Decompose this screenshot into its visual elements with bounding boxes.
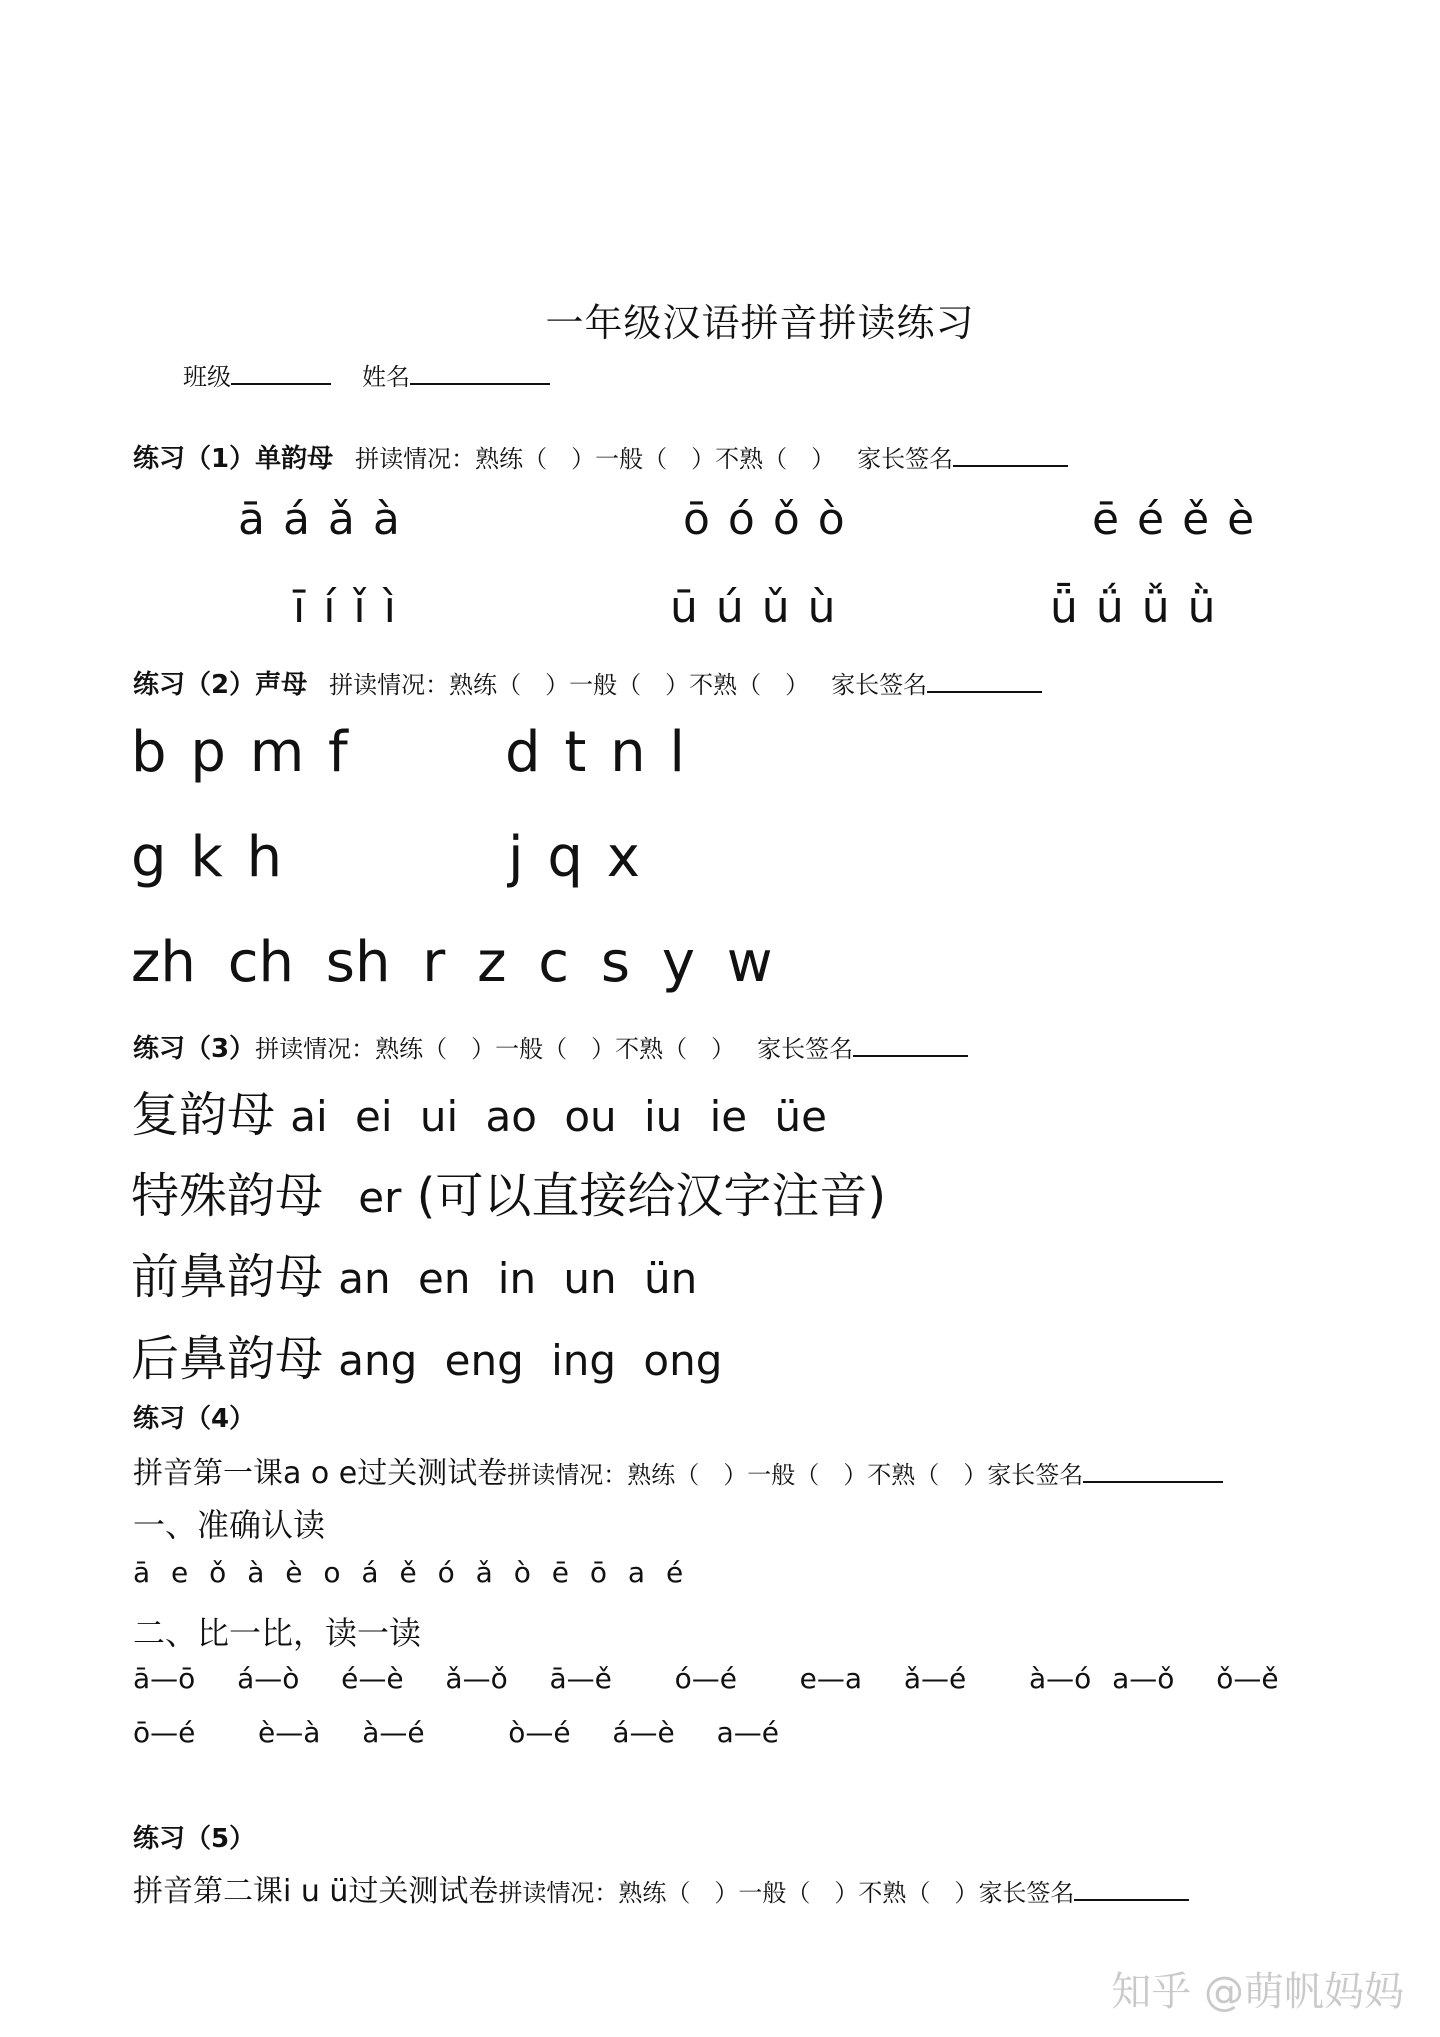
initials-jqx: j q x [508, 825, 640, 890]
tone-group-a: ā á ǎ à [238, 494, 402, 545]
initials-bpmf: b p m f [131, 720, 348, 785]
part-1-title: 一、准确认读 [133, 1506, 326, 1544]
name-field [362, 357, 550, 392]
back-nasal-line [131, 1320, 722, 1389]
front-nasal-name: 前鼻韵母 [131, 1249, 324, 1305]
tone-group-i: ī í ǐ ì [293, 582, 398, 633]
exercise-4-header [133, 1448, 1223, 1492]
tone-group-o: ō ó ǒ ò [683, 494, 847, 545]
name-label: 姓名 [362, 363, 410, 391]
exercise-5-parent-sign: 家长签名 [978, 1879, 1075, 1907]
initials-dtnl: d t n l [505, 720, 685, 785]
tone-group-u: ū ú ǔ ù [670, 582, 838, 633]
class-blank[interactable] [231, 359, 331, 385]
exercise-5-proficiency: 拼读情况：熟练（ ）一般（ ）不熟（ ） [498, 1879, 979, 1907]
tone-group-e: ē é ě è [1092, 494, 1257, 545]
exercise-1-proficiency: 拼读情况：熟练（ ）一般（ ）不熟（ ） [355, 445, 836, 473]
exercise-4-label: 练习（4） [133, 1404, 256, 1434]
part-2-title: 二、比一比，读一读 [133, 1614, 422, 1652]
compound-finals-name: 复韵母 [131, 1087, 276, 1143]
exercise-3-parent-sign: 家长签名 [757, 1035, 854, 1063]
part-2-line-2: ō—é è—à à—é ò—é á—è a—é [133, 1716, 779, 1749]
exercise-1-sign-blank[interactable] [953, 441, 1068, 467]
part-1-line: ā e ǒ à è o á ě ó ǎ ò ē ō a é [133, 1556, 684, 1589]
exercise-3-header [133, 1028, 968, 1065]
front-nasal-line [131, 1238, 697, 1307]
back-nasal-name: 后鼻韵母 [131, 1331, 324, 1387]
exercise-4-parent-sign: 家长签名 [987, 1461, 1084, 1489]
exercise-1-header [133, 438, 1068, 475]
exercise-1-parent-sign: 家长签名 [857, 445, 954, 473]
exercise-5-header [133, 1866, 1189, 1910]
class-label: 班级 [183, 363, 231, 391]
part-2-line-1: ā—ō á—ò é—è ǎ—ǒ ā—ě ó—é e—a ǎ—é à—ó a—ǒ ǒ—ě [133, 1662, 1279, 1695]
name-blank[interactable] [410, 359, 550, 385]
compound-finals: ai ei ui ao ou iu ie üe [290, 1092, 827, 1141]
class-field [183, 357, 331, 392]
tone-group-v: ǖ ǘ ǚ ǜ [1050, 582, 1218, 633]
front-nasal-finals: an en in un ün [338, 1254, 698, 1303]
exercise-4-proficiency: 拼读情况：熟练（ ）一般（ ）不熟（ ） [507, 1461, 988, 1489]
exercise-5-test-title: 拼音第二课i u ü过关测试卷 [133, 1874, 499, 1909]
exercise-5-label: 练习（5） [133, 1824, 256, 1854]
exercise-2-parent-sign: 家长签名 [831, 671, 928, 699]
special-final: er [358, 1173, 402, 1222]
exercise-4-sign-blank[interactable] [1083, 1457, 1223, 1483]
initials-gkh: g k h [131, 825, 283, 890]
watermark: 知乎 @萌帆妈妈 [1111, 1969, 1404, 2015]
initials-zh-w: zh ch sh r z c s y w [131, 930, 773, 995]
back-nasal-finals: ang eng ing ong [338, 1336, 723, 1385]
exercise-2-label: 练习（2）声母 [133, 670, 308, 700]
special-final-line [131, 1157, 886, 1226]
exercise-3-label: 练习（3） [133, 1034, 256, 1064]
exercise-5-sign-blank[interactable] [1074, 1875, 1189, 1901]
special-final-name: 特殊韵母 [131, 1168, 324, 1224]
page-title: 一年级汉语拼音拼读练习 [545, 301, 975, 345]
exercise-2-sign-blank[interactable] [927, 667, 1042, 693]
exercise-2-proficiency: 拼读情况：熟练（ ）一般（ ）不熟（ ） [329, 671, 810, 699]
exercise-3-sign-blank[interactable] [853, 1031, 968, 1057]
exercise-1-label: 练习（1）单韵母 [133, 444, 334, 474]
exercise-2-header [133, 664, 1042, 701]
exercise-4-test-title: 拼音第一课a o e过关测试卷 [133, 1456, 508, 1491]
compound-finals-line [131, 1076, 827, 1145]
special-final-note: (可以直接给汉字注音) [416, 1168, 887, 1224]
exercise-3-proficiency: 拼读情况：熟练（ ）一般（ ）不熟（ ） [255, 1035, 736, 1063]
